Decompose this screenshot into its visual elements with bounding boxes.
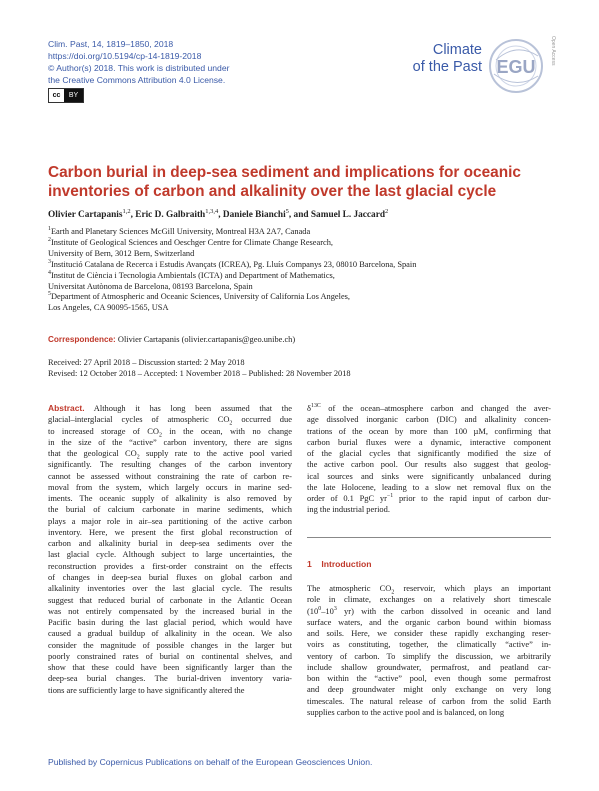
author-name: Daniele Bianchi: [222, 210, 286, 220]
abstract-line: cannot be assessed without constraining the rate of carbon re-: [48, 470, 292, 481]
affiliation-line: University of Bern, 3012 Bern, Switzerland: [48, 248, 195, 258]
author-name: Eric D. Galbraith: [135, 210, 206, 220]
introduction-line: supplies carbon to the active pool and is balanced, on long: [307, 706, 505, 717]
journal-name-line2: of the Past: [412, 59, 482, 75]
journal-name-line1: Climate: [432, 42, 482, 58]
introduction-line: ventory of carbon. To simplify the discussion, we arbitrarily: [307, 650, 551, 661]
author-list: Olivier Cartapanis$^{1,2}$, Eric D. Galbraith$^{1,3,4}$, Daniele Bianchi$^5$, and Samuel L. Jaccard$^2$: [48, 207, 389, 220]
egu-logo-icon: [486, 36, 550, 96]
abstract-continued-line: age dissolved inorganic carbon (DIC) and alkalinity concen-: [307, 414, 551, 425]
abstract-line: show that these could have been significantly larger than the: [48, 662, 292, 673]
affiliation-line: $^1$Earth and Planetary Sciences McGill University, Montreal H3A 2A7, Canada: [48, 226, 311, 236]
open-access-label: Open Access: [550, 36, 556, 66]
abstract-line: last glacial cycle. Although subject to large uncertainties, the: [48, 549, 292, 560]
abstract-line: iments. The oceanic supply of alkalinity is also removed by: [48, 493, 292, 504]
abstract-line: carbon and alkalinity burial in deep-sea sediments over the: [48, 538, 292, 549]
affiliation-line: $^5$Department of Atmospheric and Oceanic Sciences, University of California Los Angeles,: [48, 291, 351, 302]
cc-icon: cc: [49, 92, 64, 99]
abstract-line: the burial of calcium carbonate in marine sediments, which: [48, 504, 292, 515]
journal-name: [412, 42, 482, 76]
author-affiliation-ref: 2: [385, 207, 389, 215]
publisher-footer: Published by Copernicus Publications on behalf of the European Geosciences Union.: [48, 757, 373, 767]
abstract-column: [48, 403, 292, 696]
introduction-line: and deep groundwater might only exchange on very long: [307, 684, 551, 695]
abstract-line: alkalinity inventories over the last glacial cycle. The results: [48, 583, 292, 594]
abstract-line: that the geological $CO_2$ supply rate to the active pool varied: [48, 448, 292, 460]
affiliation-line: $^3$Institució Catalana de Recerca i Estudis Avançats (ICREA), Pg. Lluís Companys 23, 08010 Barcelona, Spain: [48, 258, 417, 269]
correspondence-text[interactable]: Olivier Cartapanis (olivier.cartapanis@geo.unibe.ch): [117, 335, 296, 344]
abstract-line: reconstruction provides a first-order constraint on the effects: [48, 560, 292, 571]
abstract-line: poorly constrained rates of burial on continental shelves, and: [48, 650, 292, 661]
by-icon: BY: [64, 89, 83, 102]
received-dates: Received: 27 April 2018 – Discussion started: 2 May 2018: [48, 358, 245, 367]
section-heading: [307, 559, 371, 569]
abstract-line: caused a gradual buildup of alkalinity in the ocean. We also: [48, 628, 292, 639]
abstract-continued-line: trations of the ocean by more than 100 µM, confirming that: [307, 425, 551, 436]
introduction-line: bon within the “active” pool, even though some permafrost: [307, 673, 551, 684]
affiliation-line: Universitat Autònoma de Barcelona, 08193 Barcelona, Spain: [48, 281, 253, 291]
journal-citation: Clim. Past, 14, 1819–1850, 2018: [48, 39, 174, 49]
section-divider: [307, 537, 551, 538]
abstract-line: Pacific basin during the last glacial period, which would have: [48, 617, 292, 628]
introduction-line: timescales. The natural release of carbon from the solid Earth: [307, 695, 551, 706]
egu-logo: [486, 36, 550, 96]
introduction-text: [307, 583, 551, 718]
correspondence: [48, 335, 552, 344]
abstract-continued-line: order of 0.1 PgC $yr^{-1}$ prior to the rapid input of carbon dur-: [307, 493, 551, 504]
cc-by-license-icon[interactable]: [48, 88, 84, 103]
abstract-line: was not entirely compensated by the increased burial in the: [48, 605, 292, 616]
introduction-line: and soils. Here, we consider these rapidly exchanging reser-: [307, 628, 551, 639]
affiliation-line: $^2$Institute of Geological Sciences and Oeschger Centre for Climate Change Research,: [48, 237, 334, 247]
abstract-continued-line: ing the industrial period.: [307, 504, 390, 515]
egu-logo-text: EGU: [496, 57, 536, 77]
article-title: Carbon burial in deep-sea sediment and implications for oceanic inventories of carbon and alkalinity over the last glacial cycle: [48, 164, 521, 200]
doi-link[interactable]: https://doi.org/10.5194/cp-14-1819-2018: [48, 51, 202, 61]
abstract-line: inventory. Here, we present the first global reconstruction of: [48, 526, 292, 537]
abstract-continued-line: carbon burial fluxes were a dynamic, interactive component: [307, 436, 551, 447]
abstract-line: moval from the system, which largely occurs in marine sed-: [48, 481, 292, 492]
abstract-continued-line: ical sources and sinks were significantly unbalanced during: [307, 470, 551, 481]
section-title: Introduction: [321, 559, 372, 569]
abstract-continued-line: $\delta^{13C}$ of the ocean–atmosphere carbon and changed the aver-: [307, 403, 551, 413]
abstract-line: Abstract. Although it has long been assumed that the: [48, 403, 292, 413]
affiliation-line: Los Angeles, CA 90095-1565, USA: [48, 303, 169, 313]
author-affiliation-ref: 1,3,4: [205, 207, 219, 215]
abstract-line: significantly. The resulting changes of the carbon inventory: [48, 459, 292, 470]
author-affiliation-ref: 1,2: [122, 207, 131, 215]
copyright-line: © Author(s) 2018. This work is distributed under: [48, 63, 230, 73]
abstract-continued-line: the late Holocene, leading to a slow net removal flux on the: [307, 481, 551, 492]
abstract-line: of changes in deep-sea burial fluxes on global carbon and: [48, 571, 292, 582]
author-affiliation-ref: 5: [285, 207, 289, 215]
abstract-continued-line: of the glacial cycles that significantly modified the size of: [307, 448, 551, 459]
abstract-line: glacial–interglacial cycles of atmospheric $CO_2$ occurred due: [48, 414, 292, 426]
abstract-line: consider the magnitude of possible changes in the larger but: [48, 639, 292, 650]
section-number: 1: [307, 559, 312, 569]
correspondence-label: Correspondence:: [48, 335, 116, 344]
author-name: Samuel L. Jaccard: [310, 210, 385, 220]
affiliations: [48, 227, 552, 314]
introduction-line: ($10^0-10^3$ yr) with the carbon dissolved in oceanic and land: [307, 605, 551, 616]
abstract-label: Abstract.: [48, 403, 85, 413]
introduction-line: voirs as constituting, together, the climatically “active” in-: [307, 639, 551, 650]
author-name: Olivier Cartapanis: [48, 210, 123, 220]
abstract-continued-line: the active carbon pool. Our results also suggest that geolog-: [307, 459, 551, 470]
article-dates: [48, 357, 552, 379]
introduction-line: The atmospheric $CO_2$ reservoir, which plays an important: [307, 583, 551, 595]
abstract-line: in the size of the “active” carbon inventory, there are signs: [48, 436, 292, 447]
citation-block: [48, 38, 348, 86]
abstract-line: deep-sea burial changes. The burial-driven inventory varia-: [48, 673, 292, 684]
abstract-continued: [307, 403, 551, 516]
revised-dates: Revised: 12 October 2018 – Accepted: 1 November 2018 – Published: 28 November 2018: [48, 369, 351, 378]
abstract-line: tions are sufficiently large to have significantly altered the: [48, 684, 245, 695]
introduction-line: include shallow groundwater, permafrost, and peatland car-: [307, 661, 551, 672]
abstract-line: suggest that reduced burial of carbonate in the Atlantic Ocean: [48, 594, 292, 605]
affiliation-line: $^4$Institut de Ciència i Tecnologia Ambientals (ICTA) and Department of Mathematics,: [48, 269, 335, 280]
abstract-line: to increased storage of $CO_2$ in the ocean, with no change: [48, 425, 292, 437]
introduction-line: surface waters, and the organic carbon bound within biomass: [307, 616, 551, 627]
license-link[interactable]: the Creative Commons Attribution 4.0 License.: [48, 75, 226, 85]
introduction-line: role in climate, exchanges on a relatively short timescale: [307, 594, 551, 605]
abstract-line: plays a major role in air–sea partitioning of the active carbon: [48, 515, 292, 526]
